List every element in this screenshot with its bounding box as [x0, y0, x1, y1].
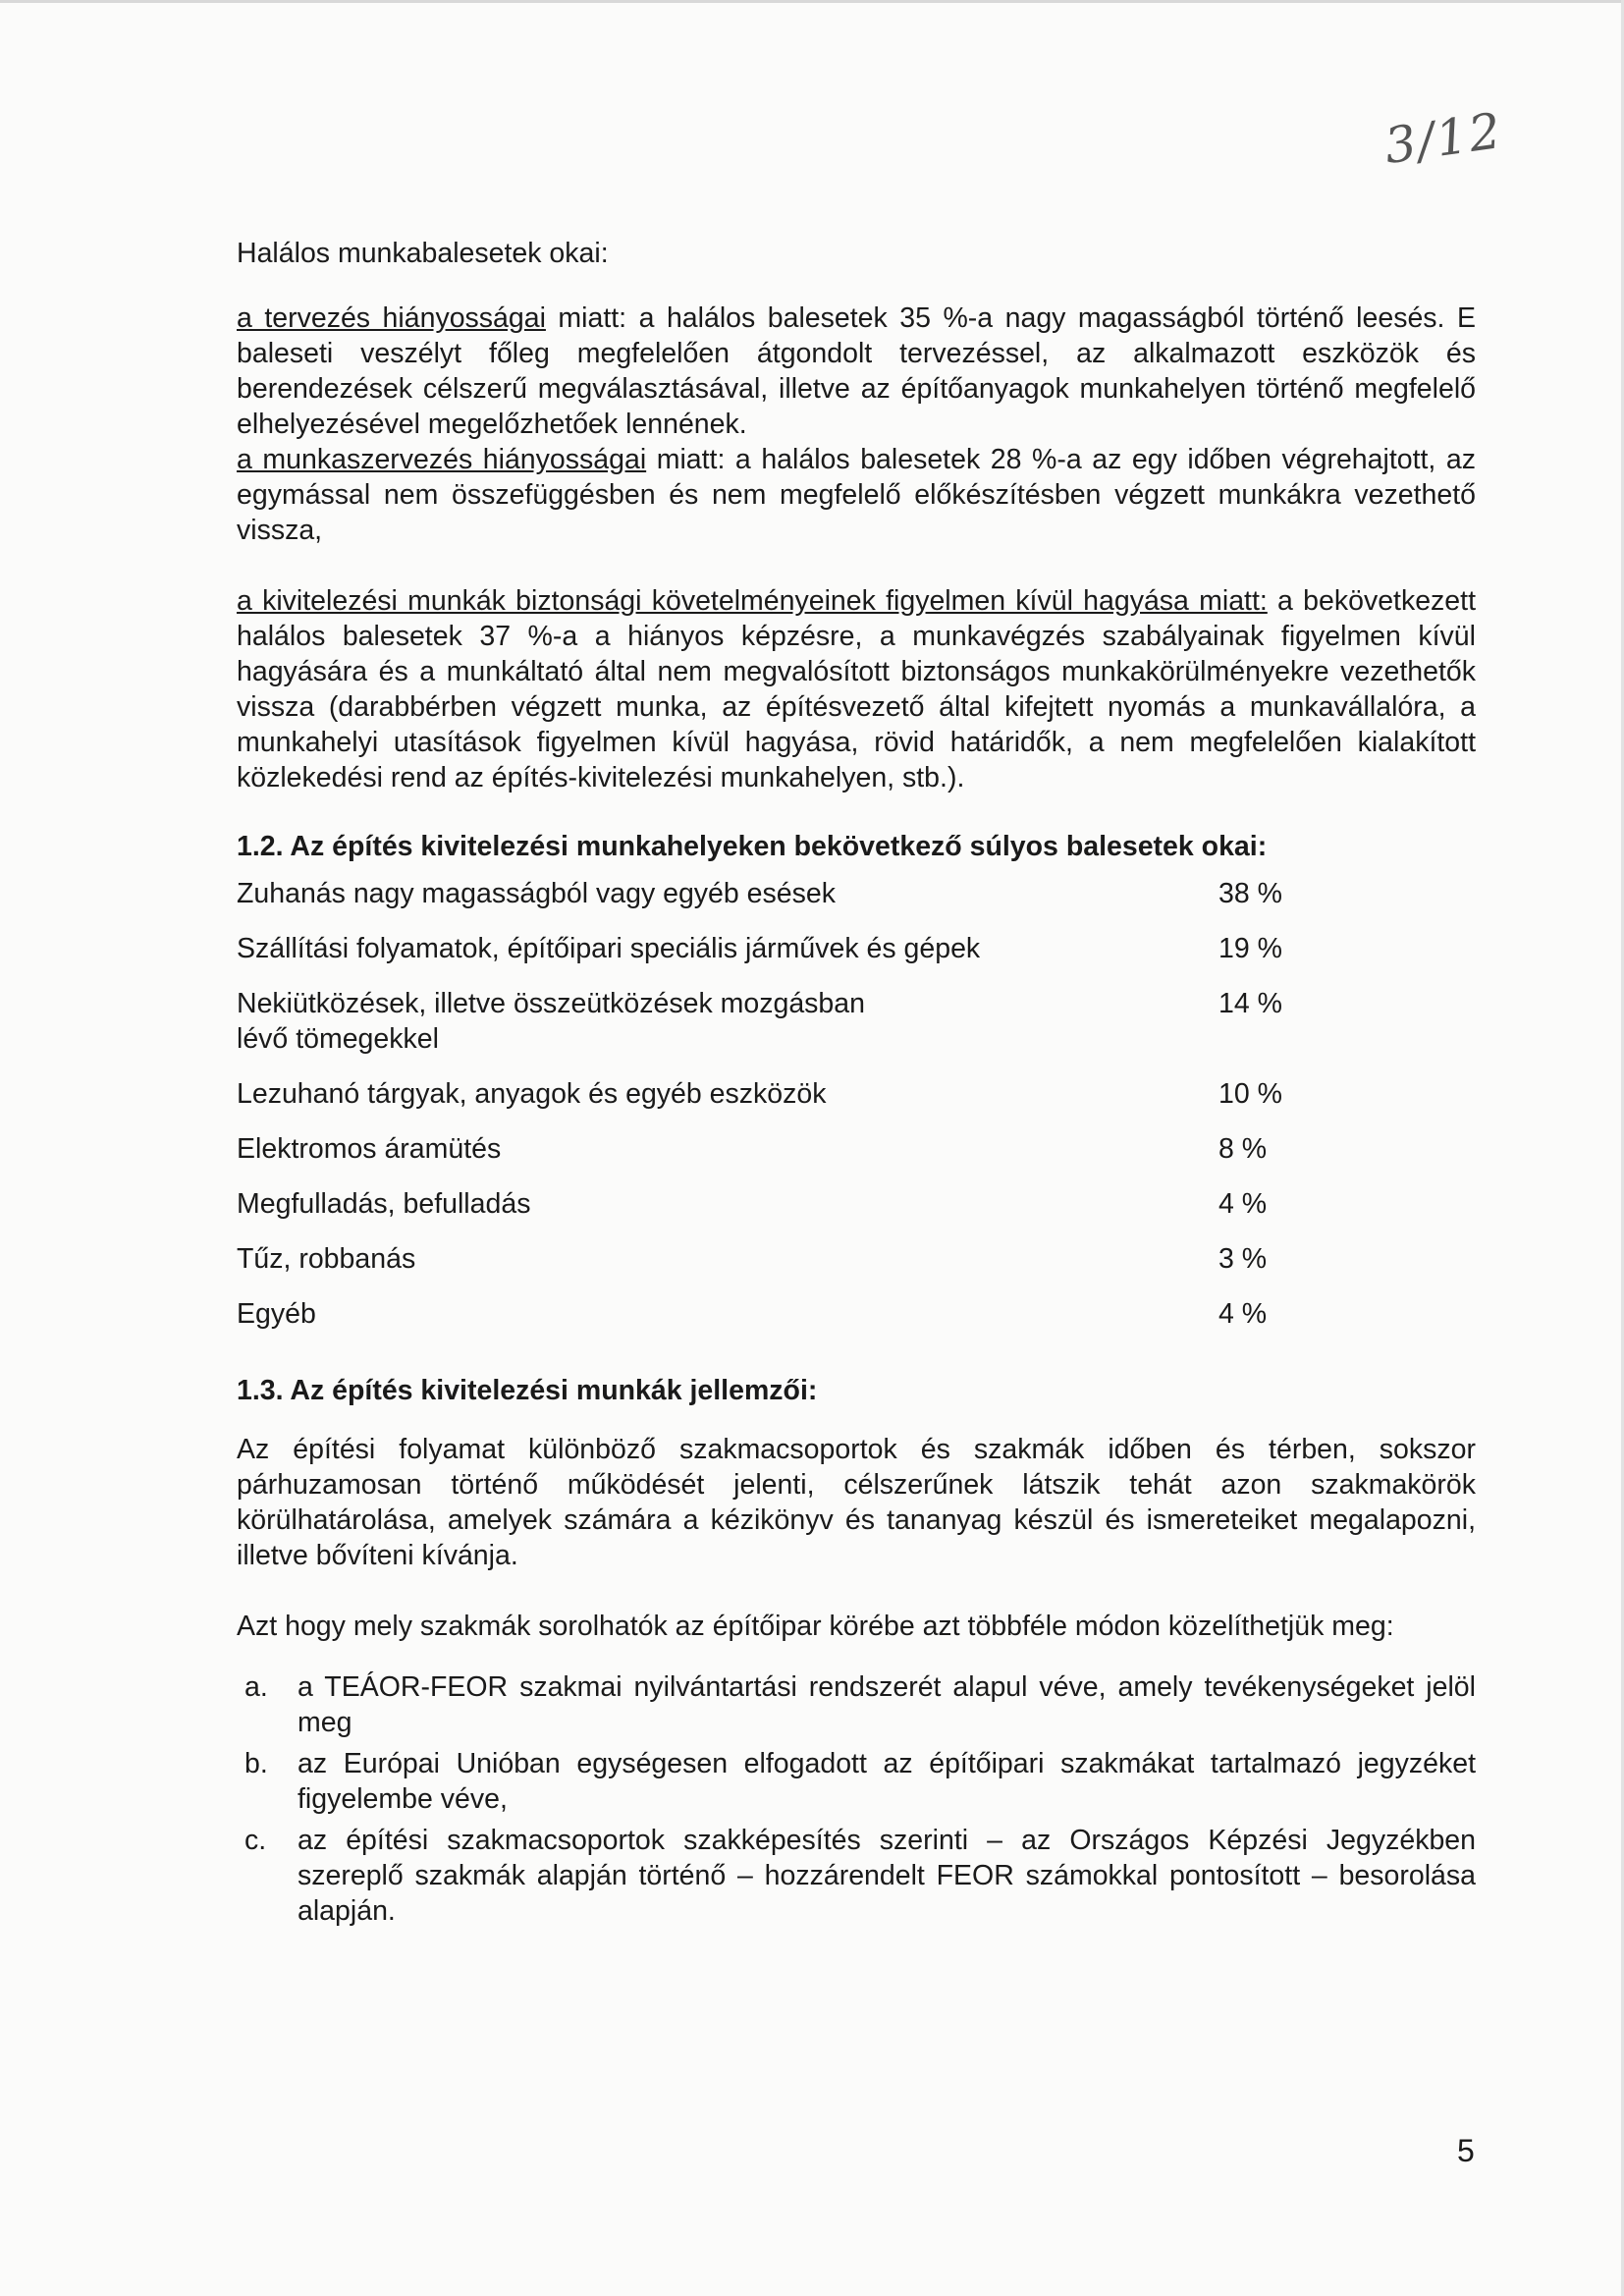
cause-percentage: 3 % [1218, 1243, 1268, 1275]
section-title: Halálos munkabalesetek okai: [237, 238, 609, 269]
cause-percentage: 10 % [1218, 1078, 1282, 1110]
table-row [237, 1131, 1317, 1186]
table-row [237, 876, 1317, 931]
cause-percentage: 38 % [1218, 878, 1282, 909]
table-row [237, 1241, 1317, 1296]
list-item-text: az építési szakmacsoportok szakképesítés szerinti – az Országos Képzési Jegyzékben szereplő szakmák alapján történő – hozzárendelt FEOR számokkal pontosított – besorolása alapján. [298, 1825, 1476, 1927]
scan-top-edge [0, 0, 1624, 3]
paragraph-text: miatt: a halálos balesetek 28 %-a az egy időben végrehajtott, az egymással nem összefüggésben és nem megfelelő előkészítésben végzett munkákra vezethető vissza, [237, 444, 1476, 546]
cause-label: Lezuhanó tárgyak, anyagok és egyéb eszközök [237, 1078, 827, 1110]
cause-label: lévő tömegekkel [237, 1023, 439, 1055]
heading-1-3: 1.3. Az építés kivitelezési munkák jellemzői: [237, 1375, 818, 1406]
paragraph-design-deficiencies [237, 301, 1476, 442]
cause-percentage: 8 % [1218, 1133, 1268, 1165]
cause-label: Megfulladás, befulladás [237, 1188, 531, 1220]
cause-label: Egyéb [237, 1298, 316, 1330]
list-item [237, 1823, 1476, 1929]
underlined-lead: a tervezés hiányosságai [237, 302, 546, 334]
paragraph-professions: Azt hogy mely szakmák sorolhatók az építőipar körébe azt többféle módon közelíthetjük meg: [237, 1611, 1394, 1642]
table-row [237, 931, 1317, 986]
page-number: 5 [1457, 2133, 1475, 2168]
cause-label: Zuhanás nagy magasságból vagy egyéb esések [237, 878, 836, 909]
list-item-text: az Európai Unióban egységesen elfogadott az építőipari szakmákat tartalmazó jegyzéket figyelembe véve, [298, 1748, 1476, 1815]
page-content [237, 236, 1476, 1935]
cause-percentage: 4 % [1218, 1188, 1268, 1220]
cause-percentage: 4 % [1218, 1298, 1268, 1330]
list-marker: b. [244, 1748, 268, 1779]
accident-causes-table [237, 876, 1317, 1351]
cause-percentage: 14 % [1218, 988, 1282, 1019]
list-item [237, 1669, 1476, 1740]
cause-percentage: 19 % [1218, 933, 1282, 964]
cause-label: Elektromos áramütés [237, 1133, 502, 1165]
paragraph-text: a bekövetkezett halálos balesetek 37 %-a a hiányos képzésre, a munkavégzés szabályainak figyelmen kívül hagyására és a munkáltató által nem megvalósított biztonságos munkakörülményekre vezethetők vissza (darabbérben végzett munka, az építésvezető által kifejtett nyomás a munkavállalóra, a munkahelyi utasítások figyelmen kívül hagyása, rövid határidők, a nem megfelelően kialakított közlekedési rend az építés-kivitelezési munkahelyen, stb.). [237, 585, 1476, 793]
table-row [237, 1296, 1317, 1351]
paragraph-text: miatt: a halálos balesetek 35 %-a nagy magasságból történő leesés. E baleseti veszélyt főleg megfelelően átgondolt tervezéssel, az alkalmazott eszközök és berendezések célszerű megválasztásával, illetve az építőanyagok munkahelyen történő megfelelő elhelyezésével megelőzhetőek lennének. [237, 302, 1476, 440]
underlined-lead: a munkaszervezés hiányosságai [237, 444, 647, 475]
paragraph-characteristics: Az építési folyamat különböző szakmacsoportok és szakmák időben és térben, sokszor párhuzamosan történő működését jelenti, célszerűnek látszik tehát azon szakmakörök körülhatárolása, amelyek számára a kézikönyv és tananyag készül és ismereteiket megalapozni, illetve bővíteni kívánja. [237, 1434, 1476, 1571]
table-row [237, 1186, 1317, 1241]
cause-label: Szállítási folyamatok, építőipari speciális járművek és gépek [237, 933, 981, 964]
list-marker: a. [244, 1671, 268, 1703]
approach-list [237, 1669, 1476, 1929]
cause-label: Tűz, robbanás [237, 1243, 416, 1275]
cause-percentage [1218, 1021, 1317, 1076]
heading-1-2: 1.2. Az építés kivitelezési munkahelyeken bekövetkező súlyos balesetek okai: [237, 831, 1268, 862]
cause-label: Nekiütközések, illetve összeütközések mozgásban [237, 988, 865, 1019]
list-item-text: a TEÁOR-FEOR szakmai nyilvántartási rendszerét alapul véve, amely tevékenységeket jelöl meg [298, 1671, 1476, 1738]
underlined-lead: a kivitelezési munkák biztonsági követelményeinek figyelmen kívül hagyása miatt: [237, 585, 1268, 617]
table-row [237, 1021, 1317, 1076]
paragraph-organization-deficiencies [237, 442, 1476, 548]
table-row [237, 986, 1317, 1021]
paragraph-safety-requirements [237, 583, 1476, 795]
list-marker: c. [244, 1825, 267, 1856]
handwritten-note: 3/12 [1380, 101, 1506, 176]
list-item [237, 1746, 1476, 1817]
table-row [237, 1076, 1317, 1131]
